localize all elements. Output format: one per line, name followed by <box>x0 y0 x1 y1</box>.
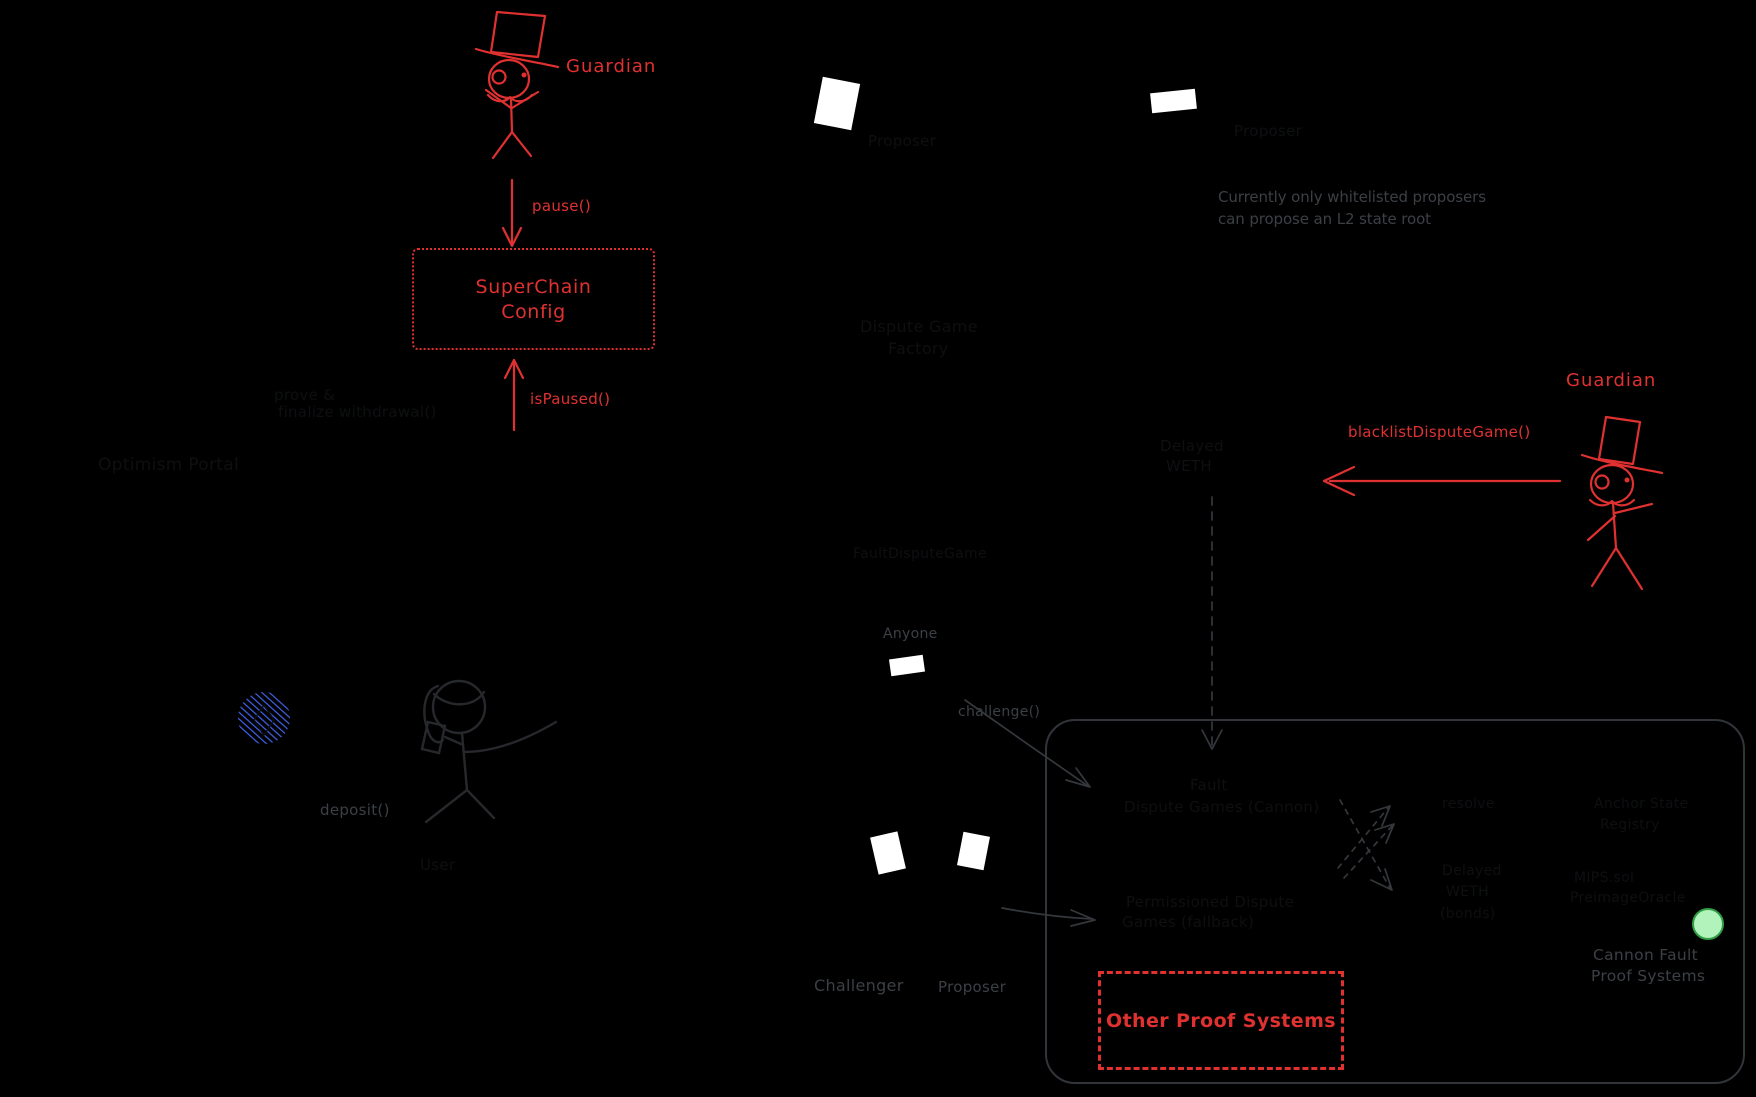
cannon-vm-circle <box>1692 908 1724 940</box>
whitelist-note-line2: can propose an L2 state root <box>1218 210 1431 228</box>
fdg-note-label: FaultDisputeGame <box>853 546 987 562</box>
guardian-icon <box>476 12 558 158</box>
games2-line2: Games (fallback) <box>1122 913 1255 931</box>
vm-line1: MIPS.sol <box>1574 870 1635 886</box>
superchain-config-box <box>412 248 655 350</box>
superchain-config-title-line1: SuperChain <box>475 275 592 298</box>
resolve-label: resolve <box>1442 796 1495 812</box>
games1-line2: Dispute Games (Cannon) <box>1124 798 1320 816</box>
proposer-bottom-label: Proposer <box>938 978 1007 996</box>
user-label: User <box>420 856 456 874</box>
factory-label-line1: Dispute Game <box>860 317 978 336</box>
other-proof-systems-label: Other Proof Systems <box>1106 1009 1336 1032</box>
document-icon-proposer-top <box>814 77 860 130</box>
challenger-label: Challenger <box>814 976 904 995</box>
document-icon-proposer-bottom <box>957 832 990 871</box>
anyone-label: Anyone <box>883 626 938 642</box>
guardian-icon <box>1582 417 1662 589</box>
anchor-line1: Anchor State <box>1594 796 1689 812</box>
blacklist-dispute-game-label: blacklistDisputeGame() <box>1348 423 1531 441</box>
pause-arrow <box>503 180 521 246</box>
guardian-left-label: Guardian <box>566 56 657 77</box>
is-paused-label: isPaused() <box>530 390 611 408</box>
factory-label-line2: Factory <box>888 339 949 358</box>
games1-line1: Fault <box>1190 776 1228 794</box>
superchain-config-title-line2: Config <box>501 300 566 323</box>
document-icon-challenger <box>870 831 906 874</box>
cannon-label-line1: Cannon Fault <box>1593 946 1699 964</box>
games2-line1: Permissioned Dispute <box>1126 893 1295 911</box>
proposer-top-label: Proposer <box>868 132 937 150</box>
vm-line2: PreimageOracle <box>1570 890 1686 906</box>
proposer-bar-label: Proposer <box>1234 122 1303 140</box>
prove-finalize-line1: prove & <box>274 386 336 404</box>
optimism-portal-label: Optimism Portal <box>98 455 240 475</box>
bond-line1: Delayed <box>1442 863 1502 879</box>
document-icon-anyone <box>889 655 925 677</box>
anchor-line2: Registry <box>1600 817 1660 833</box>
factory-creates-dashed-arrow <box>1202 497 1222 749</box>
document-icon-proposer-bar <box>1150 89 1197 114</box>
deposit-label: deposit() <box>320 801 390 819</box>
user-icon <box>422 681 556 822</box>
bond-line2: WETH <box>1446 884 1489 900</box>
guardian-right-label: Guardian <box>1566 370 1657 391</box>
delayed-weth-line2: WETH <box>1166 457 1212 475</box>
whitelist-note-line1: Currently only whitelisted proposers <box>1218 188 1486 206</box>
challenge-label: challenge() <box>958 704 1041 720</box>
prove-finalize-line2: finalize withdrawal() <box>278 403 437 421</box>
cannon-label-line2: Proof Systems <box>1591 967 1706 985</box>
is-paused-arrow <box>505 360 523 430</box>
bond-line3: (bonds) <box>1440 906 1496 922</box>
eth-coin-icon <box>238 692 290 744</box>
blacklist-dispute-game-arrow <box>1324 467 1560 495</box>
delayed-weth-line1: Delayed <box>1160 437 1224 455</box>
other-proof-systems-box <box>1098 971 1344 1070</box>
pause-label: pause() <box>532 197 592 215</box>
